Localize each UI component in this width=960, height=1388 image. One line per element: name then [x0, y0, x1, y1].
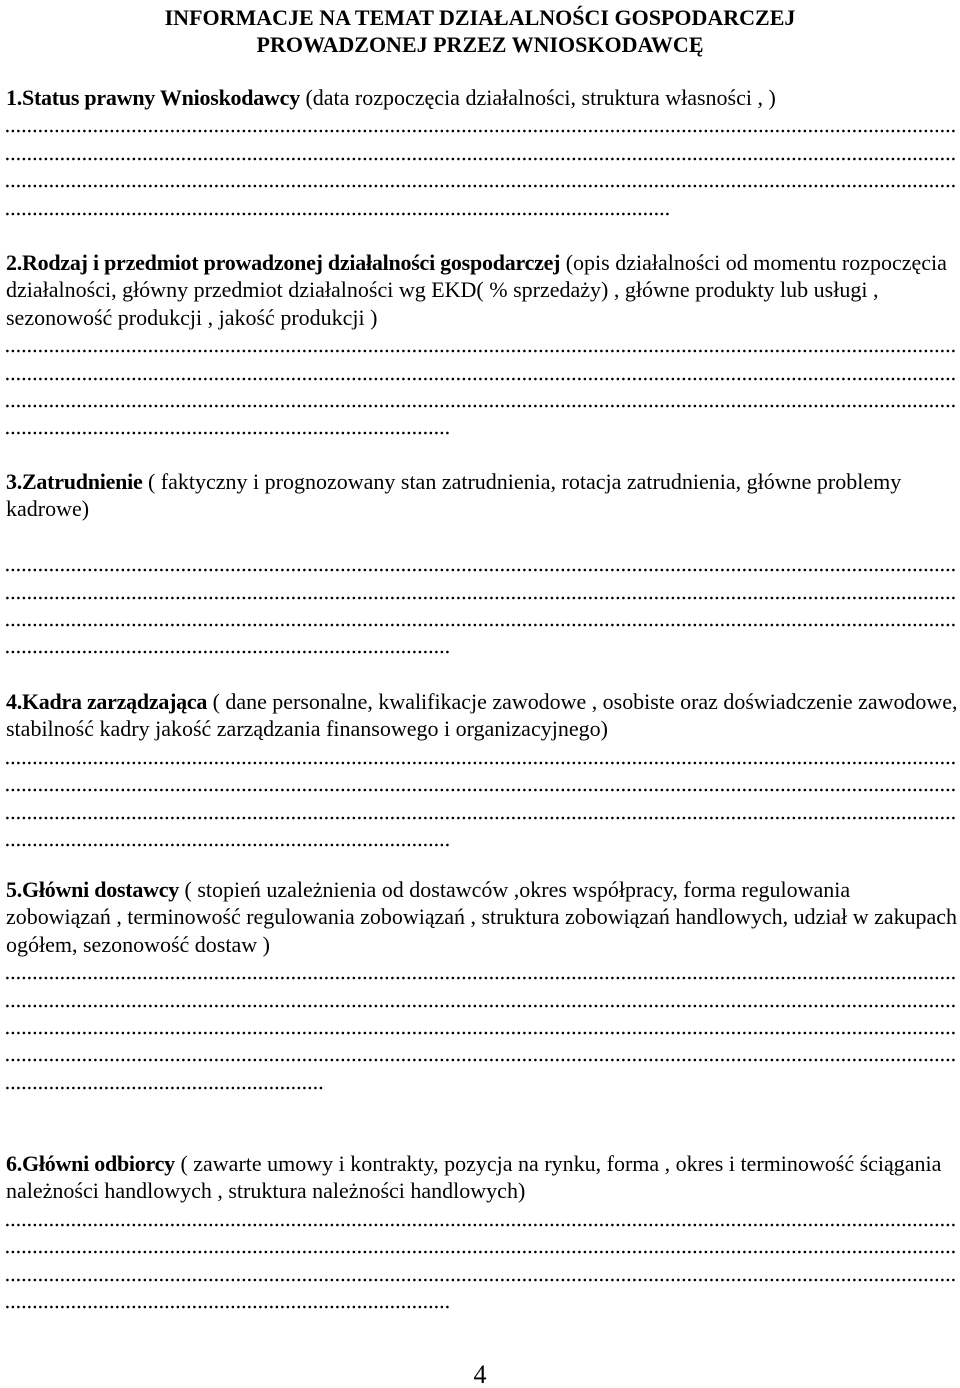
fill-line — [6, 1232, 956, 1259]
section-heading-line — [6, 468, 957, 495]
section-heading-line — [6, 1150, 957, 1177]
section-heading: 3.Zatrudnienie — [6, 469, 143, 494]
fill-line — [6, 825, 450, 852]
fill-line — [6, 1205, 956, 1232]
fill-line — [6, 578, 956, 605]
fill-line — [6, 605, 956, 632]
section-description: ( stopień uzależnienia od dostawców ,okres współpracy, forma regulowania — [184, 877, 851, 902]
document-title — [0, 4, 960, 58]
section-heading: 1.Status prawny Wnioskodawcy — [6, 85, 300, 110]
section-description-line: kadrowe) — [6, 496, 90, 522]
section-heading-line — [6, 876, 957, 903]
section-status-prawny — [6, 84, 957, 221]
section-heading: 5.Główni dostawcy — [6, 877, 179, 902]
document-title-line: PROWADZONEJ PRZEZ WNIOSKODAWCĘ — [256, 32, 704, 57]
fill-line — [6, 1013, 956, 1040]
fill-line — [6, 139, 956, 166]
section-heading-line — [6, 84, 957, 111]
fill-line — [6, 958, 956, 985]
section-heading-line — [6, 249, 957, 276]
section-description: (data rozpoczęcia działalności, struktura własności , ) — [305, 85, 776, 110]
section-description-line: zobowiązań , terminowość regulowania zobowiązań , struktura zobowiązań handlowych, udział w zakupach — [6, 904, 957, 930]
section-description-line: należności handlowych , struktura należności handlowych) — [6, 1178, 526, 1204]
blank-line — [6, 523, 957, 550]
section-glowni-dostawcy — [6, 876, 957, 1095]
section-description: ( faktyczny i prognozowany stan zatrudnienia, rotacja zatrudnienia, główne problemy — [147, 469, 902, 494]
fill-line — [6, 798, 956, 825]
section-heading: 6.Główni odbiorcy — [6, 1151, 175, 1176]
section-description-line: działalności, główny przedmiot działalności wg EKD( % sprzedaży) , główne produkty lub usługi , — [6, 277, 879, 303]
section-glowni-odbiorcy — [6, 1150, 957, 1314]
fill-line — [6, 194, 670, 221]
document-title-line: INFORMACJE NA TEMAT DZIAŁALNOŚCI GOSPODARCZEJ — [164, 5, 796, 30]
fill-line — [6, 111, 956, 138]
fill-line — [6, 743, 956, 770]
fill-line — [6, 770, 956, 797]
section-description: ( zawarte umowy i kontrakty, pozycja na rynku, forma , okres i terminowość ściągania — [180, 1151, 942, 1176]
fill-line — [6, 386, 956, 413]
section-heading: 2.Rodzaj i przedmiot prowadzonej działalności gospodarczej — [6, 250, 561, 275]
fill-line — [6, 1040, 956, 1067]
section-kadra-zarzadzajaca — [6, 688, 957, 852]
fill-line — [6, 166, 956, 193]
fill-line — [6, 550, 956, 577]
section-rodzaj-dzialalnosci — [6, 249, 957, 441]
fill-line — [6, 1260, 956, 1287]
fill-line — [6, 632, 450, 659]
section-description: (opis działalności od momentu rozpoczęcia — [565, 250, 947, 275]
section-description: ( dane personalne, kwalifikacje zawodowe , osobiste oraz doświadczenie zawodowe, — [212, 689, 958, 714]
page-number: 4 — [473, 1360, 487, 1388]
fill-line — [6, 359, 956, 386]
section-heading: 4.Kadra zarządzająca — [6, 689, 208, 714]
fill-line — [6, 1068, 325, 1095]
section-description-line: ogółem, sezonowość dostaw ) — [6, 931, 270, 957]
fill-line — [6, 1287, 450, 1314]
section-description-line: sezonowość produkcji , jakość produkcji ) — [6, 304, 378, 330]
fill-line — [6, 331, 956, 358]
fill-line — [6, 413, 450, 440]
section-zatrudnienie — [6, 468, 957, 660]
fill-line — [6, 986, 956, 1013]
section-heading-line — [6, 688, 958, 715]
section-description-line: stabilność kadry jakość zarządzania finansowego i organizacyjnego) — [6, 716, 608, 742]
